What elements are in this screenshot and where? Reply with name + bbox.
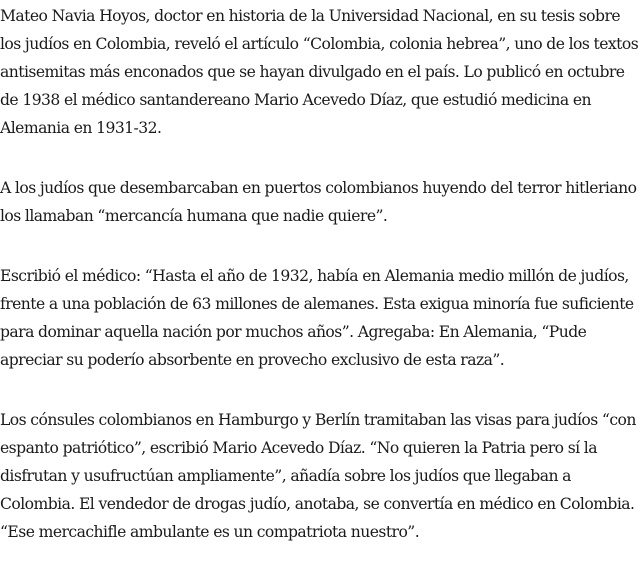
paragraph-1: Mateo Navia Hoyos, doctor en historia de la Universidad Nacional, en su tesis sobre los judíos en Colombia, reveló el artículo “Colombia, colonia hebrea”, uno de los textos antisemitas más enconados que se hayan divulgado en el país. Lo publicó en octubre de 1938 el médico santandereano Mario Acevedo Díaz, que estudió medicina en Alemania en 1931-32. [0, 7, 639, 137]
article-body [0, 2, 640, 546]
paragraph-3: Escribió el médico: “Hasta el año de 1932, había en Alemania medio millón de judíos, frente a una población de 63 millones de alemanes. Esta exigua minoría fue suficiente para dominar aquella nación por muchos años”. Agregaba: En Alemania, “Pude apreciar su poderío absorbente en provecho exclusivo de esta raza”. [0, 267, 634, 369]
paragraph-4: Los cónsules colombianos en Hamburgo y Berlín tramitaban las visas para judíos “con espanto patriótico”, escribió Mario Acevedo Díaz. “No quieren la Patria pero sí la disfrutan y usufructúan ampliamente”, añadía sobre los judíos que llegaban a Colombia. El vendedor de drogas judío, anotaba, se convertía en médico en Colombia. “Ese mercachifle ambulante es un compatriota nuestro”. [0, 411, 636, 541]
paragraph-2: A los judíos que desembarcaban en puertos colombianos huyendo del terror hitleriano los llamaban “mercancía humana que nadie quiere”. [0, 179, 637, 225]
